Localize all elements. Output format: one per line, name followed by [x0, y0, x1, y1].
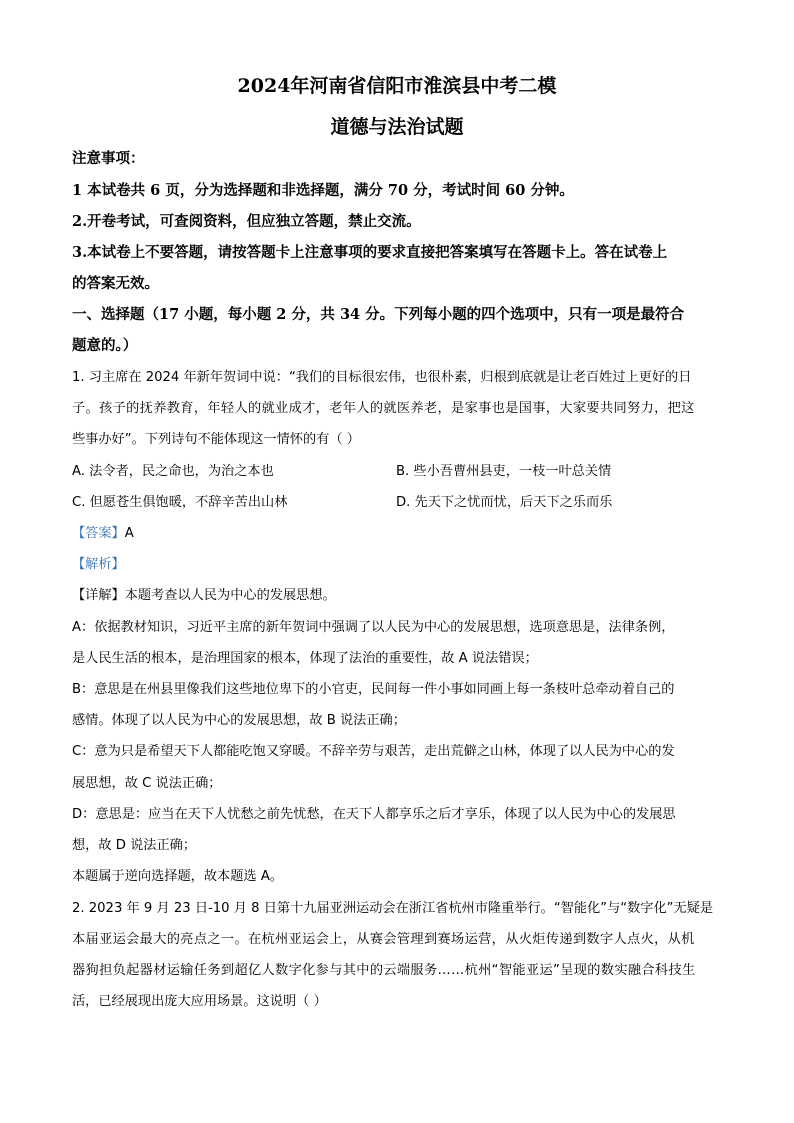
explanation-line: 展思想，故 C 说法正确；	[72, 776, 222, 791]
option-a: A. 法令者，民之命也，为治之本也	[72, 464, 274, 479]
explanation-line: 感情。体现了以人民为中心的发展思想，故 B 说法正确；	[72, 713, 406, 728]
answer-label: 【答案】	[72, 526, 125, 541]
option-d: D. 先天下之忧而忧，后天下之乐而乐	[396, 495, 613, 510]
analysis-label: 【解析】	[72, 557, 125, 572]
option-c: C. 但愿苍生俱饱暖，不辞辛苦出山林	[72, 495, 288, 510]
question-1-stem: 1. 习主席在 2024 年新年贺词中说：“我们的目标很宏伟，也很朴素，归根到底就是让老百姓过上更好的日	[72, 370, 692, 385]
notice-line: 1 本试卷共 6 页，分为选择题和非选择题，满分 70 分，考试时间 60 分钟。	[72, 182, 574, 199]
detail-row	[72, 586, 732, 606]
section-heading: 题意的。）	[72, 337, 138, 354]
answer-row	[72, 524, 732, 544]
section-heading: 一、选择题（17 小题，每小题 2 分，共 34 分。下列每小题的四个选项中，只有一项是最符合	[72, 306, 685, 323]
notice-line: 3.本试卷上不要答题，请按答题卡上注意事项的要求直接把答案填写在答题卡上。答在试卷上	[72, 244, 668, 261]
question-2-stem: 器狗担负起器材运输任务到超亿人数字化参与其中的云端服务……杭州“智能亚运”呈现的数实融合科技生	[72, 963, 696, 978]
notice-heading: 注意事项：	[72, 150, 145, 167]
question-1-stem: 子。孩子的抚养教育，年轻人的就业成才，老年人的就医养老，是家事也是国事，大家要共同努力，把这	[72, 401, 695, 416]
notice-line: 2.开卷考试，可查阅资料，但应独立答题，禁止交流。	[72, 213, 421, 230]
question-2-stem: 2. 2023 年 9 月 23 日-10 月 8 日第十九届亚洲运动会在浙江省杭州市隆重举行。“智能化”与“数字化”无疑是	[72, 901, 714, 916]
notice-line: 的答案无效。	[72, 275, 159, 292]
detail-text: 本题考查以人民为中心的发展思想。	[124, 588, 336, 603]
explanation-line: A：依据教材知识，习近平主席的新年贺词中强调了以人民为中心的发展思想，选项意思是，法律条例，	[72, 620, 675, 635]
analysis-row	[72, 555, 732, 575]
question-2-stem: 活，已经展现出庞大应用场景。这说明（ ）	[72, 994, 327, 1009]
explanation-line: 想，故 D 说法正确；	[72, 838, 197, 853]
explanation-line: B：意思是在州县里像我们这些地位卑下的小官吏，民间每一件小事如同画上每一条枝叶总牵动着自己的	[72, 682, 675, 697]
explanation-line: D：意思是：应当在天下人忧愁之前先忧愁，在天下人都享乐之后才享乐，体现了以人民为中心的发展思	[72, 807, 676, 822]
detail-label: 【详解】	[72, 588, 125, 603]
document-title: 2024年河南省信阳市淮滨县中考二模	[237, 75, 557, 97]
explanation-line: 本题属于逆向选择题，故本题选 A。	[72, 869, 284, 884]
explanation-line: 是人民生活的根本，是治理国家的根本，体现了法治的重要性，故 A 说法错误；	[72, 651, 538, 666]
question-2-stem: 本届亚运会最大的亮点之一。在杭州亚运会上，从赛会管理到赛场运营，从火炬传递到数字人点火，从机	[72, 932, 695, 947]
option-b: B. 些小吾曹州县吏，一枝一叶总关情	[396, 464, 612, 479]
explanation-line: C：意为只是希望天下人都能吃饱又穿暖。不辞辛劳与艰苦，走出荒僻之山林，体现了以人民为中心的发	[72, 744, 675, 759]
document-subtitle: 道德与法治试题	[330, 116, 464, 138]
question-1-stem: 些事办好”。下列诗句不能体现这一情怀的有（ ）	[72, 432, 360, 447]
answer-value: A	[124, 526, 134, 541]
